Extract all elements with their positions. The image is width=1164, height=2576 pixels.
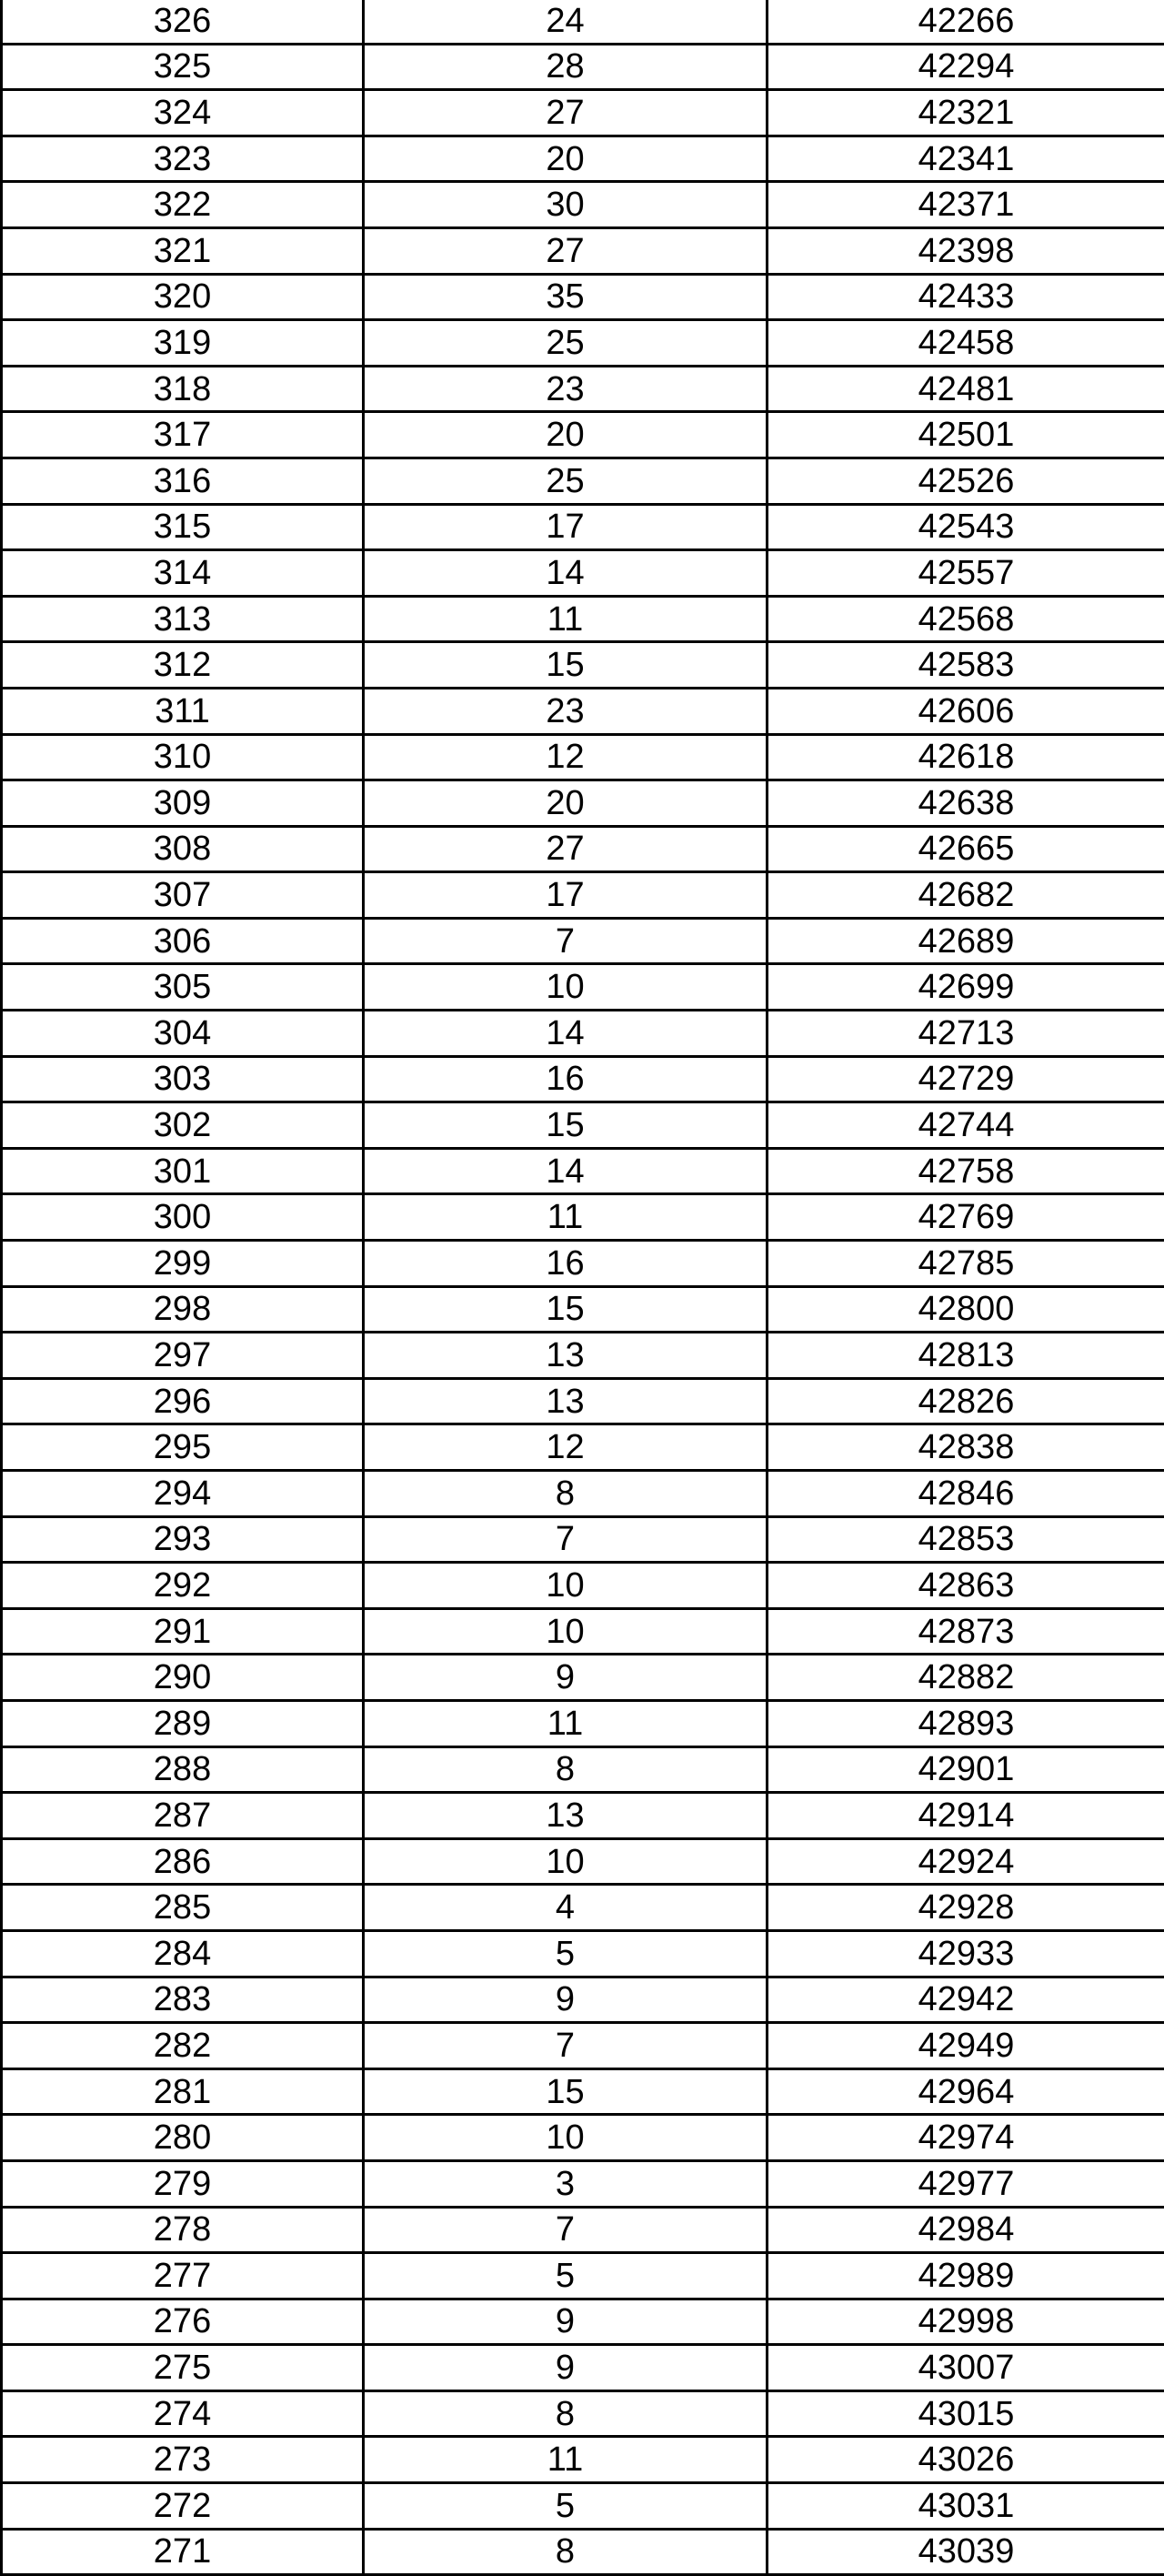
table-row [2, 1885, 1164, 1931]
score-cell: 310 [2, 734, 364, 780]
cumulative-cell: 42501 [768, 412, 1164, 458]
table-row [2, 596, 1164, 642]
score-cell: 302 [2, 1102, 364, 1149]
table-row [2, 227, 1164, 274]
cumulative-cell: 42744 [768, 1102, 1164, 1149]
count-cell: 7 [364, 918, 768, 964]
score-cell: 276 [2, 2299, 364, 2345]
table-row [2, 2023, 1164, 2069]
table-row [2, 872, 1164, 919]
table-body [2, 0, 1164, 2575]
score-cell: 297 [2, 1333, 364, 1379]
cumulative-cell: 42989 [768, 2253, 1164, 2299]
count-cell: 35 [364, 274, 768, 320]
score-cell: 283 [2, 1977, 364, 2023]
cumulative-cell: 43015 [768, 2390, 1164, 2437]
cumulative-cell: 42998 [768, 2299, 1164, 2345]
score-cell: 296 [2, 1378, 364, 1424]
count-cell: 9 [364, 2299, 768, 2345]
count-cell: 30 [364, 182, 768, 228]
cumulative-cell: 42964 [768, 2068, 1164, 2115]
score-cell: 303 [2, 1056, 364, 1102]
table-row [2, 1194, 1164, 1241]
score-cell: 315 [2, 504, 364, 550]
count-cell: 13 [364, 1793, 768, 1839]
score-cell: 279 [2, 2160, 364, 2207]
score-cell: 292 [2, 1563, 364, 1609]
table-row [2, 90, 1164, 136]
table-row [2, 136, 1164, 182]
count-cell: 23 [364, 688, 768, 734]
table-row [2, 2390, 1164, 2437]
score-cell: 316 [2, 458, 364, 504]
table-row [2, 1056, 1164, 1102]
count-cell: 17 [364, 504, 768, 550]
score-cell: 286 [2, 1838, 364, 1885]
table-row [2, 1516, 1164, 1563]
score-cell: 306 [2, 918, 364, 964]
count-cell: 8 [364, 2529, 768, 2575]
count-cell: 10 [364, 1608, 768, 1655]
count-cell: 8 [364, 1471, 768, 1517]
score-cell: 288 [2, 1746, 364, 1793]
count-cell: 16 [364, 1241, 768, 1287]
count-cell: 24 [364, 0, 768, 44]
cumulative-cell: 42838 [768, 1424, 1164, 1471]
count-cell: 12 [364, 1424, 768, 1471]
table-row [2, 504, 1164, 550]
count-cell: 8 [364, 2390, 768, 2437]
table-row [2, 1563, 1164, 1609]
table-row [2, 1378, 1164, 1424]
count-cell: 15 [364, 1102, 768, 1149]
count-cell: 20 [364, 136, 768, 182]
cumulative-cell: 42606 [768, 688, 1164, 734]
count-cell: 15 [364, 1286, 768, 1333]
cumulative-cell: 42928 [768, 1885, 1164, 1931]
score-cell: 313 [2, 596, 364, 642]
table-row [2, 2483, 1164, 2530]
count-cell: 5 [364, 2483, 768, 2530]
score-cell: 298 [2, 1286, 364, 1333]
table-row [2, 780, 1164, 827]
score-cell: 320 [2, 274, 364, 320]
table-row [2, 734, 1164, 780]
score-cell: 287 [2, 1793, 364, 1839]
cumulative-cell: 42583 [768, 642, 1164, 689]
count-cell: 11 [364, 1194, 768, 1241]
score-cell: 285 [2, 1885, 364, 1931]
cumulative-cell: 42813 [768, 1333, 1164, 1379]
table-row [2, 1977, 1164, 2023]
score-cell: 309 [2, 780, 364, 827]
cumulative-cell: 42826 [768, 1378, 1164, 1424]
table-row [2, 412, 1164, 458]
table-row [2, 320, 1164, 367]
cumulative-cell: 42882 [768, 1655, 1164, 1701]
count-cell: 23 [364, 366, 768, 412]
cumulative-cell: 42713 [768, 1011, 1164, 1057]
score-cell: 312 [2, 642, 364, 689]
score-cell: 305 [2, 964, 364, 1011]
score-cell: 319 [2, 320, 364, 367]
cumulative-cell: 42682 [768, 872, 1164, 919]
count-cell: 25 [364, 458, 768, 504]
cumulative-cell: 42321 [768, 90, 1164, 136]
count-cell: 27 [364, 90, 768, 136]
table-row [2, 1333, 1164, 1379]
count-cell: 13 [364, 1378, 768, 1424]
cumulative-cell: 42294 [768, 44, 1164, 90]
count-cell: 14 [364, 1011, 768, 1057]
table-row [2, 458, 1164, 504]
count-cell: 7 [364, 1516, 768, 1563]
cumulative-cell: 42984 [768, 2207, 1164, 2253]
cumulative-cell: 42863 [768, 1563, 1164, 1609]
table-row [2, 0, 1164, 44]
score-cell: 311 [2, 688, 364, 734]
score-cell: 284 [2, 1930, 364, 1977]
cumulative-cell: 42933 [768, 1930, 1164, 1977]
count-cell: 9 [364, 2345, 768, 2391]
table-row [2, 826, 1164, 872]
table-row [2, 1746, 1164, 1793]
cumulative-cell: 42914 [768, 1793, 1164, 1839]
score-cell: 289 [2, 1700, 364, 1746]
cumulative-cell: 43031 [768, 2483, 1164, 2530]
count-cell: 5 [364, 2253, 768, 2299]
cumulative-cell: 42785 [768, 1241, 1164, 1287]
cumulative-cell: 42689 [768, 918, 1164, 964]
table-row [2, 918, 1164, 964]
table-row [2, 1793, 1164, 1839]
count-cell: 7 [364, 2023, 768, 2069]
cumulative-cell: 42949 [768, 2023, 1164, 2069]
table-row [2, 2529, 1164, 2575]
cumulative-cell: 42638 [768, 780, 1164, 827]
table-row [2, 1241, 1164, 1287]
count-cell: 10 [364, 1563, 768, 1609]
cumulative-cell: 43039 [768, 2529, 1164, 2575]
score-cell: 301 [2, 1148, 364, 1194]
table-row [2, 1838, 1164, 1885]
cumulative-cell: 42729 [768, 1056, 1164, 1102]
score-cell: 280 [2, 2115, 364, 2161]
cumulative-cell: 42341 [768, 136, 1164, 182]
count-cell: 3 [364, 2160, 768, 2207]
cumulative-cell: 43026 [768, 2437, 1164, 2483]
count-cell: 4 [364, 1885, 768, 1931]
count-cell: 5 [364, 1930, 768, 1977]
score-cell: 299 [2, 1241, 364, 1287]
score-cell: 290 [2, 1655, 364, 1701]
table-row [2, 1011, 1164, 1057]
count-cell: 17 [364, 872, 768, 919]
cumulative-cell: 42568 [768, 596, 1164, 642]
count-cell: 12 [364, 734, 768, 780]
score-cell: 293 [2, 1516, 364, 1563]
count-cell: 11 [364, 2437, 768, 2483]
table-row [2, 688, 1164, 734]
table-row [2, 550, 1164, 597]
count-cell: 11 [364, 1700, 768, 1746]
score-cell: 324 [2, 90, 364, 136]
cumulative-cell: 42846 [768, 1471, 1164, 1517]
table-row [2, 642, 1164, 689]
cumulative-cell: 42893 [768, 1700, 1164, 1746]
score-cell: 300 [2, 1194, 364, 1241]
table-row [2, 366, 1164, 412]
cumulative-cell: 42458 [768, 320, 1164, 367]
cumulative-cell: 42974 [768, 2115, 1164, 2161]
table-row [2, 1930, 1164, 1977]
score-cell: 326 [2, 0, 364, 44]
score-cell: 318 [2, 366, 364, 412]
count-cell: 11 [364, 596, 768, 642]
count-cell: 10 [364, 2115, 768, 2161]
score-cell: 274 [2, 2390, 364, 2437]
score-cell: 322 [2, 182, 364, 228]
count-cell: 20 [364, 412, 768, 458]
table-row [2, 2345, 1164, 2391]
score-cell: 317 [2, 412, 364, 458]
cumulative-cell: 42901 [768, 1746, 1164, 1793]
score-cell: 282 [2, 2023, 364, 2069]
table-row [2, 2253, 1164, 2299]
cumulative-cell: 42699 [768, 964, 1164, 1011]
count-cell: 15 [364, 2068, 768, 2115]
score-cell: 295 [2, 1424, 364, 1471]
count-cell: 14 [364, 550, 768, 597]
count-cell: 25 [364, 320, 768, 367]
table-row [2, 1148, 1164, 1194]
score-cell: 323 [2, 136, 364, 182]
table-row [2, 2437, 1164, 2483]
table-row [2, 44, 1164, 90]
table-row [2, 2207, 1164, 2253]
table-row [2, 1700, 1164, 1746]
score-cell: 281 [2, 2068, 364, 2115]
count-cell: 10 [364, 964, 768, 1011]
count-cell: 28 [364, 44, 768, 90]
count-cell: 8 [364, 1746, 768, 1793]
score-cell: 278 [2, 2207, 364, 2253]
score-cell: 294 [2, 1471, 364, 1517]
score-cell: 277 [2, 2253, 364, 2299]
score-cell: 273 [2, 2437, 364, 2483]
score-cell: 325 [2, 44, 364, 90]
cumulative-cell: 42942 [768, 1977, 1164, 2023]
table-row [2, 1655, 1164, 1701]
table-row [2, 2160, 1164, 2207]
table-row [2, 2115, 1164, 2161]
table-row [2, 1471, 1164, 1517]
table-row [2, 964, 1164, 1011]
table-row [2, 1608, 1164, 1655]
score-cell: 307 [2, 872, 364, 919]
cumulative-cell: 42758 [768, 1148, 1164, 1194]
cumulative-cell: 42433 [768, 274, 1164, 320]
cumulative-cell: 42398 [768, 227, 1164, 274]
count-cell: 10 [364, 1838, 768, 1885]
table-row [2, 1286, 1164, 1333]
count-cell: 27 [364, 826, 768, 872]
cumulative-cell: 42769 [768, 1194, 1164, 1241]
score-cell: 272 [2, 2483, 364, 2530]
cumulative-cell: 42371 [768, 182, 1164, 228]
cumulative-cell: 42665 [768, 826, 1164, 872]
score-cell: 304 [2, 1011, 364, 1057]
cumulative-cell: 42977 [768, 2160, 1164, 2207]
cumulative-cell: 42800 [768, 1286, 1164, 1333]
table-row [2, 182, 1164, 228]
cumulative-cell: 42557 [768, 550, 1164, 597]
table-row [2, 274, 1164, 320]
count-cell: 16 [364, 1056, 768, 1102]
cumulative-cell: 42618 [768, 734, 1164, 780]
count-cell: 14 [364, 1148, 768, 1194]
count-cell: 13 [364, 1333, 768, 1379]
score-cell: 275 [2, 2345, 364, 2391]
count-cell: 15 [364, 642, 768, 689]
table-row [2, 2068, 1164, 2115]
cumulative-cell: 43007 [768, 2345, 1164, 2391]
cumulative-cell: 42266 [768, 0, 1164, 44]
score-cell: 308 [2, 826, 364, 872]
cumulative-cell: 42873 [768, 1608, 1164, 1655]
count-cell: 9 [364, 1977, 768, 2023]
table-row [2, 1102, 1164, 1149]
table-row [2, 2299, 1164, 2345]
count-cell: 7 [364, 2207, 768, 2253]
score-cell: 271 [2, 2529, 364, 2575]
score-cell: 321 [2, 227, 364, 274]
cumulative-cell: 42853 [768, 1516, 1164, 1563]
cumulative-cell: 42481 [768, 366, 1164, 412]
table-row [2, 1424, 1164, 1471]
cumulative-cell: 42924 [768, 1838, 1164, 1885]
count-cell: 20 [364, 780, 768, 827]
score-cell: 314 [2, 550, 364, 597]
cumulative-cell: 42526 [768, 458, 1164, 504]
cumulative-cell: 42543 [768, 504, 1164, 550]
count-cell: 9 [364, 1655, 768, 1701]
score-cell: 291 [2, 1608, 364, 1655]
count-cell: 27 [364, 227, 768, 274]
